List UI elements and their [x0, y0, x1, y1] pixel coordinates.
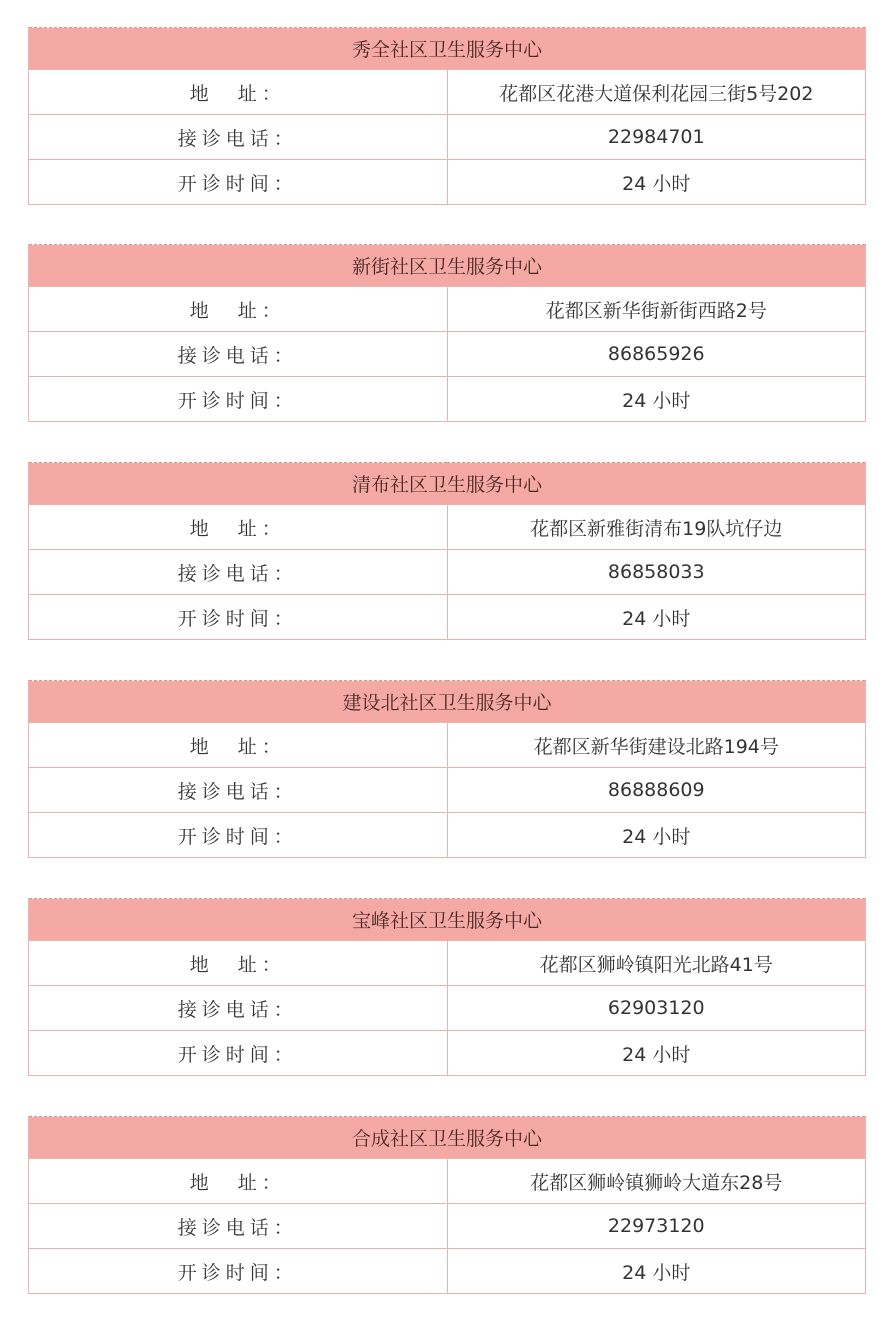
hours-label: 开诊时间：: [29, 160, 448, 205]
center-card: [28, 680, 866, 858]
center-card: [28, 1116, 866, 1294]
address-label: 地 址：: [29, 941, 448, 986]
address-value: 花都区新华街新街西路2号: [447, 287, 866, 332]
hours-value: 24 小时: [447, 377, 866, 422]
hours-value: 24 小时: [447, 160, 866, 205]
hours-label: 开诊时间：: [29, 1031, 448, 1076]
center-card: [28, 898, 866, 1076]
phone-value: 86865926: [447, 332, 866, 377]
phone-label: 接诊电话：: [29, 986, 448, 1031]
hours-value: 24 小时: [447, 595, 866, 640]
address-value: 花都区新华街建设北路194号: [447, 723, 866, 768]
center-name: 秀全社区卫生服务中心: [29, 28, 866, 70]
center-name: 建设北社区卫生服务中心: [29, 681, 866, 723]
phone-label: 接诊电话：: [29, 1204, 448, 1249]
center-card: [28, 27, 866, 205]
hours-value: 24 小时: [447, 1249, 866, 1294]
phone-value: 86858033: [447, 550, 866, 595]
hours-label: 开诊时间：: [29, 595, 448, 640]
center-card: [28, 462, 866, 640]
address-label: 地 址：: [29, 505, 448, 550]
address-value: 花都区狮岭镇狮岭大道东28号: [447, 1159, 866, 1204]
phone-label: 接诊电话：: [29, 332, 448, 377]
center-card: [28, 244, 866, 422]
phone-label: 接诊电话：: [29, 768, 448, 813]
address-label: 地 址：: [29, 70, 448, 115]
hours-label: 开诊时间：: [29, 377, 448, 422]
center-name: 宝峰社区卫生服务中心: [29, 899, 866, 941]
center-name: 清布社区卫生服务中心: [29, 463, 866, 505]
phone-value: 22984701: [447, 115, 866, 160]
hours-label: 开诊时间：: [29, 1249, 448, 1294]
center-name: 合成社区卫生服务中心: [29, 1117, 866, 1159]
phone-value: 62903120: [447, 986, 866, 1031]
hours-value: 24 小时: [447, 1031, 866, 1076]
phone-label: 接诊电话：: [29, 550, 448, 595]
address-value: 花都区狮岭镇阳光北路41号: [447, 941, 866, 986]
address-label: 地 址：: [29, 287, 448, 332]
phone-value: 22973120: [447, 1204, 866, 1249]
hours-value: 24 小时: [447, 813, 866, 858]
address-value: 花都区新雅街清布19队坑仔边: [447, 505, 866, 550]
center-name: 新街社区卫生服务中心: [29, 245, 866, 287]
address-label: 地 址：: [29, 1159, 448, 1204]
phone-value: 86888609: [447, 768, 866, 813]
address-label: 地 址：: [29, 723, 448, 768]
address-value: 花都区花港大道保利花园三街5号202: [447, 70, 866, 115]
phone-label: 接诊电话：: [29, 115, 448, 160]
hours-label: 开诊时间：: [29, 813, 448, 858]
